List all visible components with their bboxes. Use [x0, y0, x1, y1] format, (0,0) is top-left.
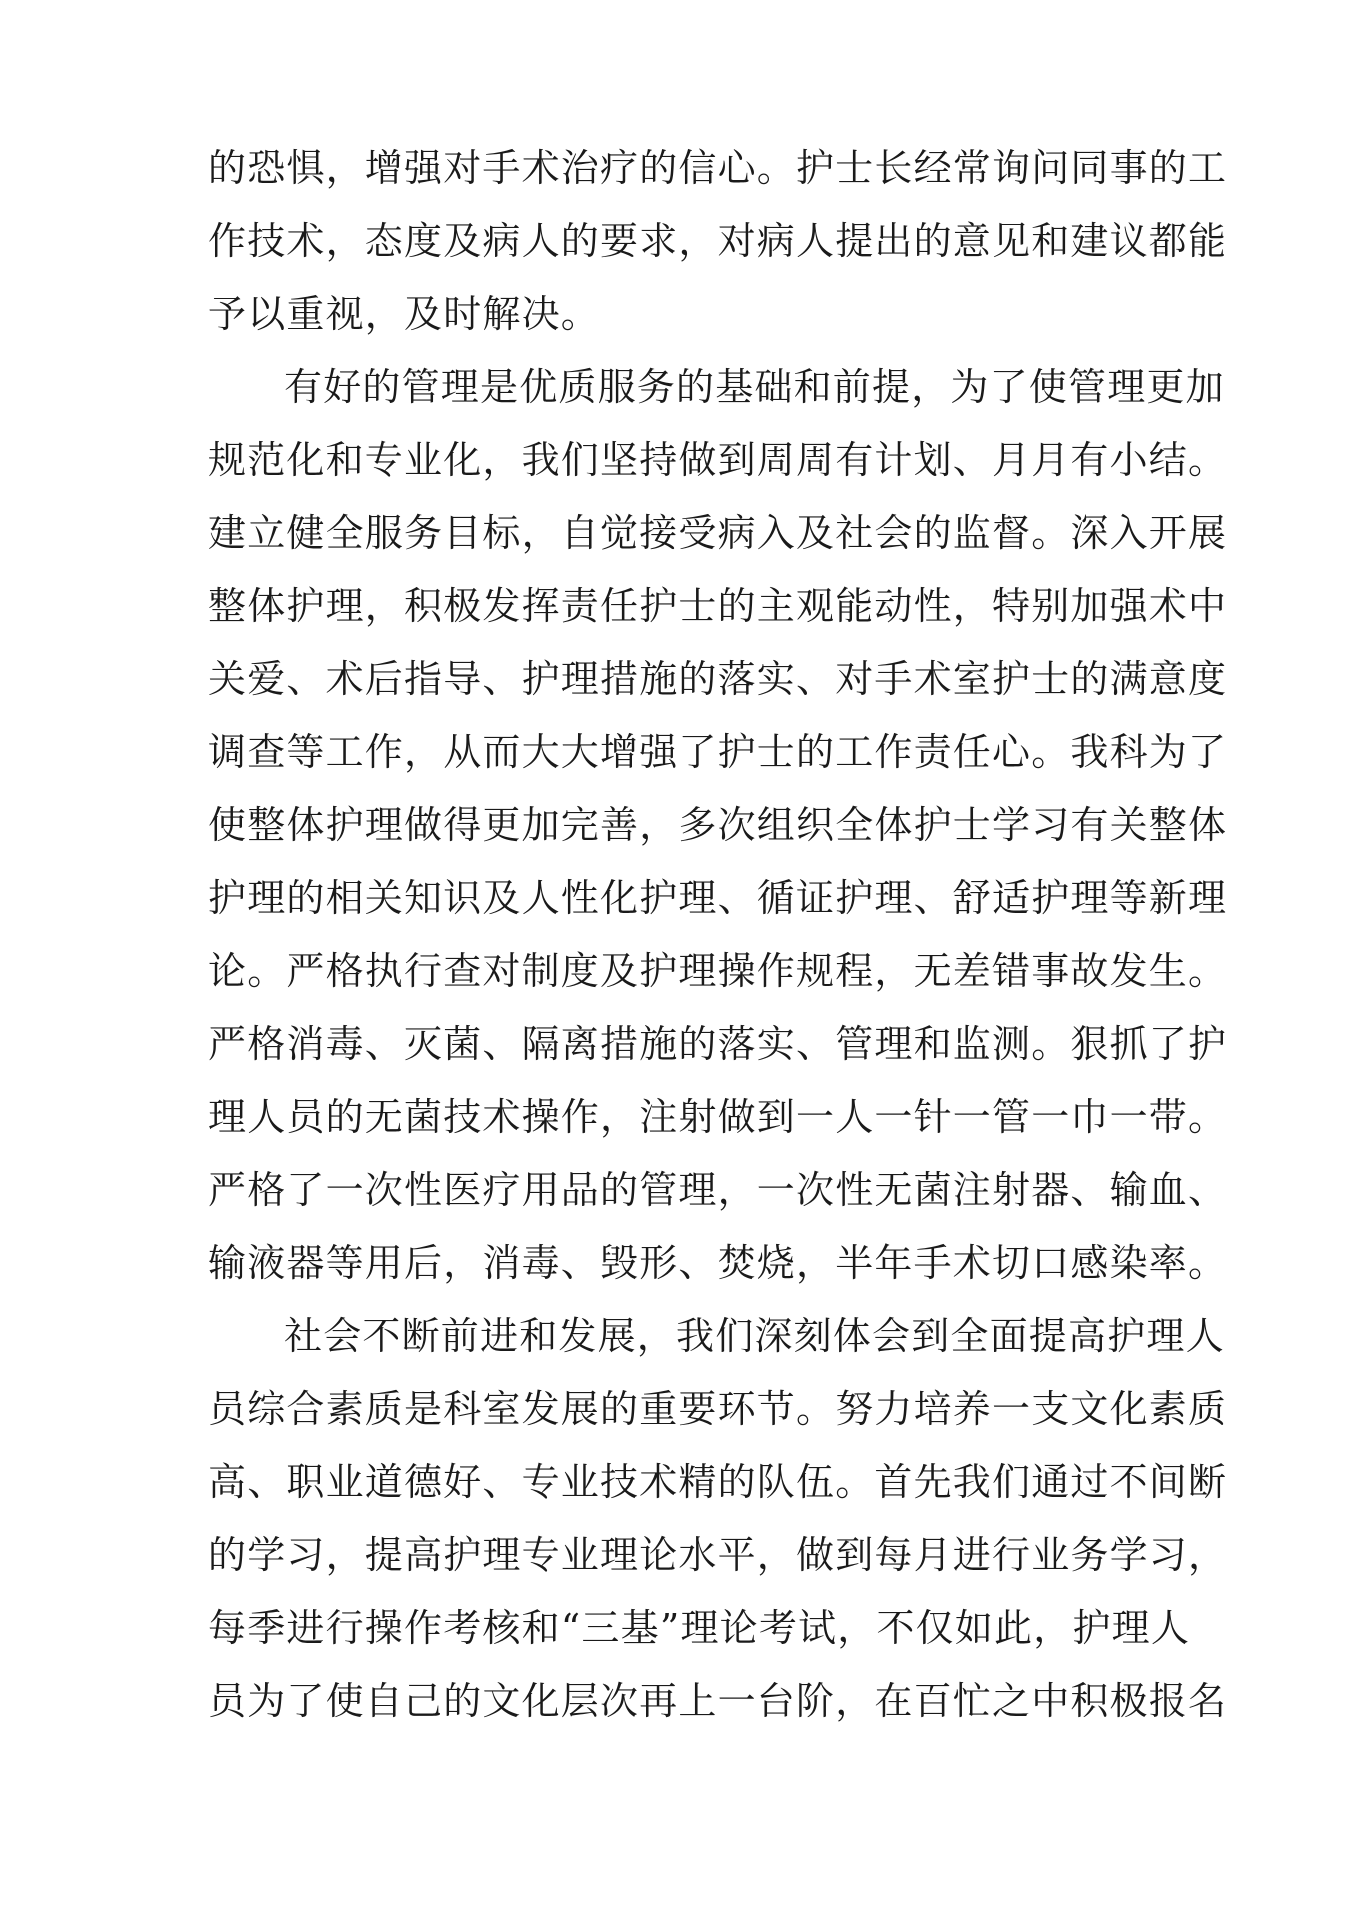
text-line: 的恐惧，增强对手术治疗的信心。护士长经常询问同事的工 — [208, 146, 1228, 190]
text-line: 高、职业道德好、专业技术精的队伍。首先我们通过不间断 — [208, 1460, 1228, 1504]
text-line: 建立健全服务目标，自觉接受病入及社会的监督。深入开展 — [208, 511, 1228, 555]
text-line: 输液器等用后，消毒、毁形、焚烧，半年手术切口感染率。 — [208, 1241, 1228, 1285]
text-line: 社会不断前进和发展，我们深刻体会到全面提高护理人 — [284, 1314, 1225, 1358]
text-line: 员为了使自己的文化层次再上一台阶，在百忙之中积极报名 — [208, 1679, 1228, 1723]
text-line: 护理的相关知识及人性化护理、循证护理、舒适护理等新理 — [208, 876, 1228, 920]
text-line: 关爱、术后指导、护理措施的落实、对手术室护士的满意度 — [208, 657, 1228, 701]
text-line: 作技术，态度及病人的要求，对病人提出的意见和建议都能 — [208, 219, 1228, 263]
text-line: 每季进行操作考核和“三基”理论考试，不仅如此，护理人 — [208, 1606, 1191, 1650]
text-line: 严格消毒、灭菌、隔离措施的落实、管理和监测。狠抓了护 — [208, 1022, 1228, 1066]
body-text — [208, 132, 1228, 1738]
text-line: 规范化和专业化，我们坚持做到周周有计划、月月有小结。 — [208, 438, 1228, 482]
text-line: 论。严格执行查对制度及护理操作规程，无差错事故发生。 — [208, 949, 1228, 993]
text-line: 员综合素质是科室发展的重要环节。努力培养一支文化素质 — [208, 1387, 1228, 1431]
text-line: 理人员的无菌技术操作，注射做到一人一针一管一巾一带。 — [208, 1095, 1228, 1139]
text-line: 予以重视，及时解决。 — [208, 292, 601, 336]
text-line: 有好的管理是优质服务的基础和前提，为了使管理更加 — [284, 365, 1225, 409]
text-line: 严格了一次性医疗用品的管理，一次性无菌注射器、输血、 — [208, 1168, 1228, 1212]
text-line: 整体护理，积极发挥责任护士的主观能动性，特别加强术中 — [208, 584, 1228, 628]
text-line: 的学习，提高护理专业理论水平，做到每月进行业务学习， — [208, 1533, 1228, 1577]
text-line: 使整体护理做得更加完善，多次组织全体护士学习有关整体 — [208, 803, 1228, 847]
text-line: 调查等工作，从而大大增强了护士的工作责任心。我科为了 — [208, 730, 1228, 774]
